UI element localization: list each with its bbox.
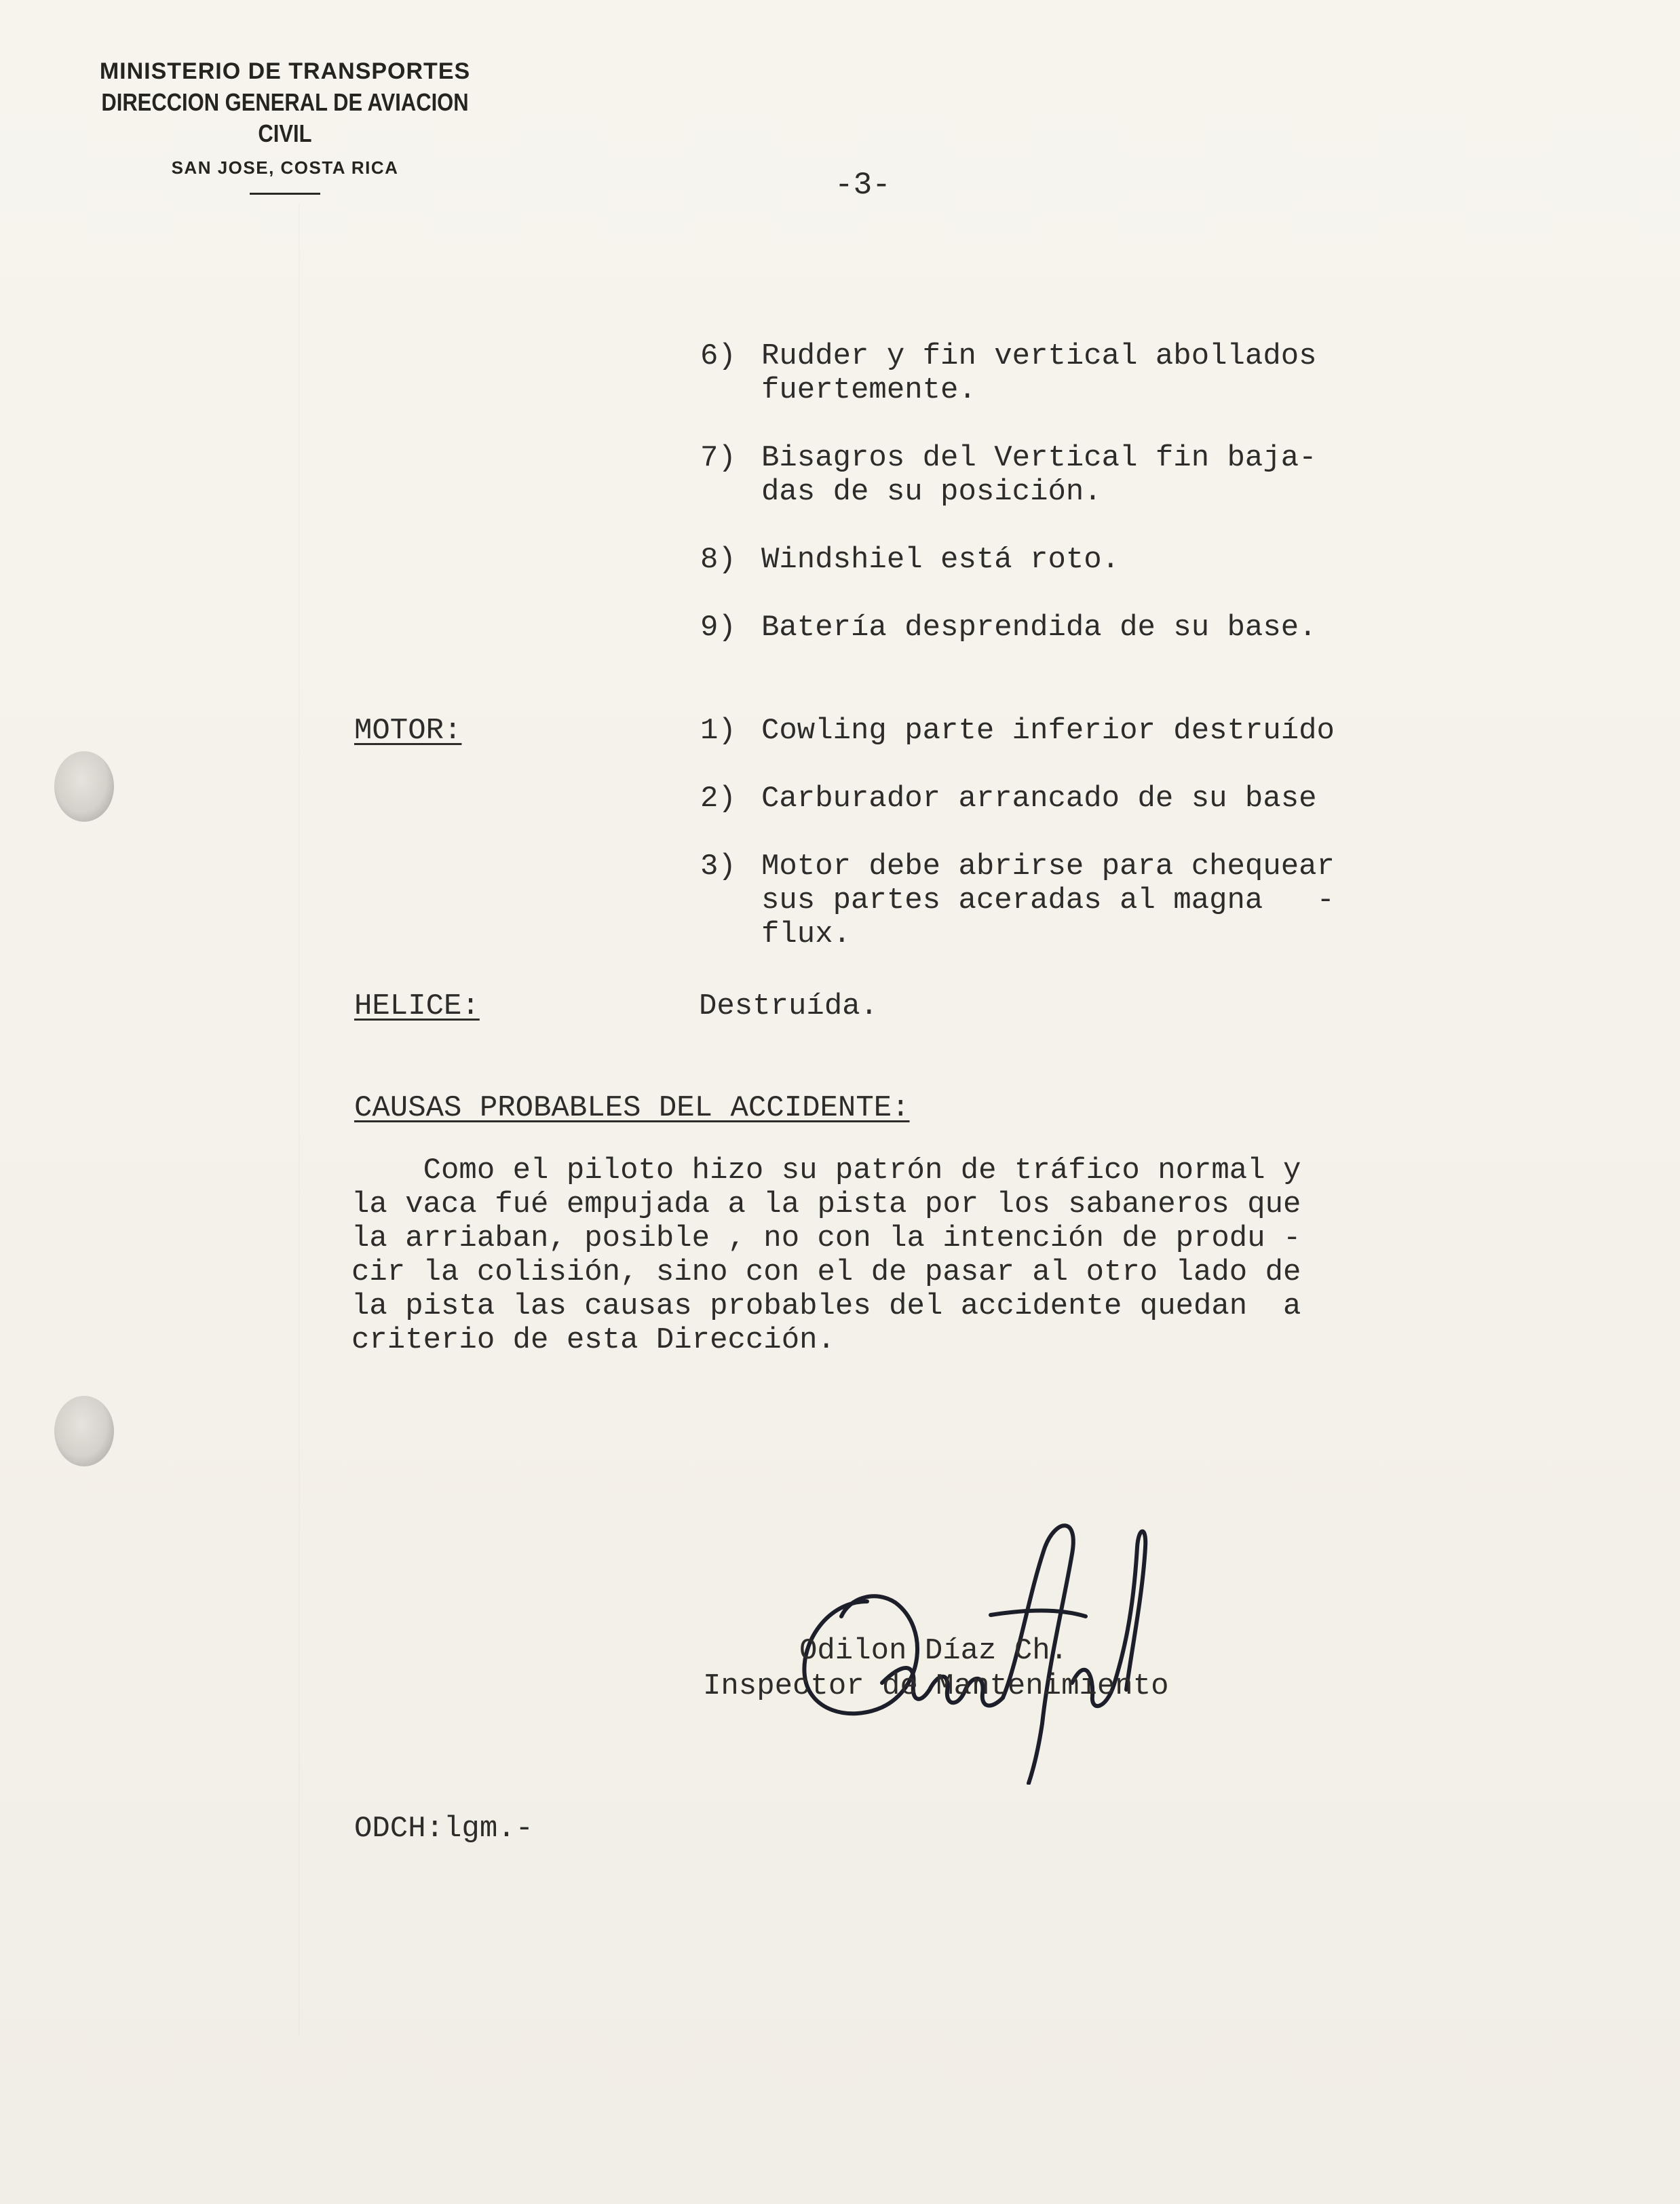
- causes-line-3: la arriaban, posible , no con la intención de produ -: [351, 1221, 1301, 1255]
- causes-paragraph: [351, 1154, 1437, 1357]
- causes-line-2: la vaca fué empujada a la pista por los sabaneros que: [351, 1188, 1301, 1221]
- item-6-line1: Rudder y fin vertical abollados: [761, 339, 1317, 373]
- motor-item-2-number: 2): [700, 782, 736, 816]
- motor-item-3-line1: Motor debe abrirse para chequear: [761, 850, 1335, 884]
- motor-item-3-line2: sus partes aceradas al magna -: [761, 884, 1335, 917]
- letterhead-location: SAN JOSE, COSTA RICA: [171, 157, 399, 178]
- item-7-line2: das de su posición.: [761, 475, 1102, 509]
- item-8-number: 8): [700, 543, 736, 577]
- letterhead-directorate: DIRECCION GENERAL DE AVIACION CIVIL: [101, 88, 469, 147]
- motor-item-3-line3: flux.: [761, 917, 852, 951]
- motor-item-2-line1: Carburador arrancado de su base: [761, 782, 1317, 816]
- helice-text: Destruída.: [699, 989, 879, 1023]
- causes-heading: CAUSAS PROBABLES DEL ACCIDENTE:: [354, 1091, 910, 1125]
- punch-hole-upper: [54, 751, 114, 822]
- helice-heading: HELICE:: [354, 989, 480, 1023]
- motor-heading: MOTOR:: [354, 714, 462, 748]
- causes-line-1: Como el piloto hizo su patrón de tráfico normal y: [351, 1154, 1301, 1188]
- letterhead: [68, 56, 502, 195]
- motor-item-1-number: 1): [700, 714, 736, 748]
- signer-title: Inspector de Mantenimiento: [703, 1669, 1169, 1703]
- causes-line-5: la pista las causas probables del accidente quedan a: [351, 1289, 1301, 1323]
- letterhead-ministry: MINISTERIO DE TRANSPORTES: [99, 58, 471, 84]
- item-7-line1: Bisagros del Vertical fin baja-: [761, 441, 1317, 475]
- signer-name: Odilon Díaz Ch.: [799, 1634, 1069, 1668]
- paper-fold-shadow: [299, 204, 300, 2036]
- motor-item-1-line1: Cowling parte inferior destruído: [761, 714, 1335, 748]
- item-9-number: 9): [700, 611, 736, 645]
- punch-hole-lower: [54, 1396, 114, 1466]
- item-6-number: 6): [700, 339, 736, 373]
- letterhead-rule: [250, 193, 320, 195]
- handwritten-signature: [787, 1459, 1167, 1785]
- item-9-line1: Batería desprendida de su base.: [761, 611, 1317, 645]
- motor-item-3-number: 3): [700, 850, 736, 884]
- item-6-line2: fuertemente.: [761, 373, 976, 407]
- causes-line-6: criterio de esta Dirección.: [351, 1323, 835, 1357]
- page-number: -3-: [835, 168, 891, 203]
- item-7-number: 7): [700, 441, 736, 475]
- causes-line-4: cir la colisión, sino con el de pasar al otro lado de: [351, 1255, 1301, 1289]
- reference-initials: ODCH:lgm.-: [354, 1812, 534, 1846]
- item-8-line1: Windshiel está roto.: [761, 543, 1120, 577]
